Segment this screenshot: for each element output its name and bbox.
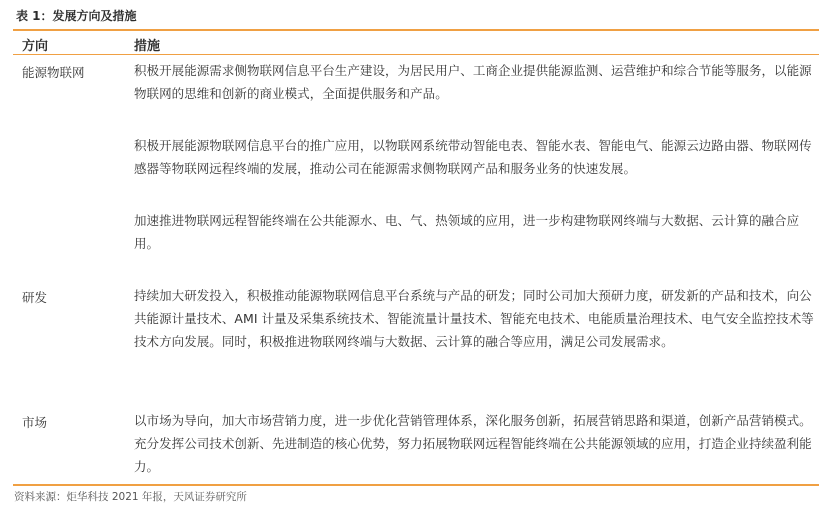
bottom-rule [13,484,819,486]
row-label-rnd: 研发 [22,290,48,305]
source-note: 资料来源：炬华科技 2021 年报，天风证券研究所 [14,491,247,503]
header-rule [13,54,819,55]
row-label-iot: 能源物联网 [22,65,85,80]
row-label-market: 市场 [22,415,48,430]
row-iot-paragraph-2: 积极开展能源物联网信息平台的推广应用，以物联网系统带动智能电表、智能水表、智能电气、能源云边路由器、物联网传感器等物联网远程终端的发展，推动公司在能源需求侧物联网产品和服务业务的快速发展。 [134,138,812,176]
row-iot-paragraph-3: 加速推进物联网远程智能终端在公共能源水、电、气、热领域的应用，进一步构建物联网终端与大数据、云计算的融合应用。 [134,213,800,251]
row-market-paragraph-1: 以市场为导向，加大市场营销力度，进一步优化营销管理体系，深化服务创新，拓展营销思路和渠道，创新产品营销模式。充分发挥公司技术创新、先进制造的核心优势，努力拓展物联网远程智能终端在公共能源领域的应用，打造企业持续盈利能力。 [134,413,812,474]
row-iot-paragraph-1: 积极开展能源需求侧物联网信息平台生产建设，为居民用户、工商企业提供能源监测、运营维护和综合节能等服务，以能源物联网的思维和创新的商业模式，全面提供服务和产品。 [134,63,812,101]
top-rule [13,29,819,31]
row-rnd-paragraph-1: 持续加大研发投入，积极推动能源物联网信息平台系统与产品的研发；同时公司加大预研力度，研发新的产品和技术，向公共能源计量技术、AMI 计量及采集系统技术、智能流量计量技术、智能充电技术、电能质量治理技术、电气安全监控技术等技术方向发展。同时，积极推进物联网终端与大数据、云计算的融合等应用，满足公司发展需求。 [134,288,814,349]
header-direction: 方向 [22,39,49,54]
table-title: 表 1：发展方向及措施 [16,9,137,23]
header-measures: 措施 [134,39,161,54]
